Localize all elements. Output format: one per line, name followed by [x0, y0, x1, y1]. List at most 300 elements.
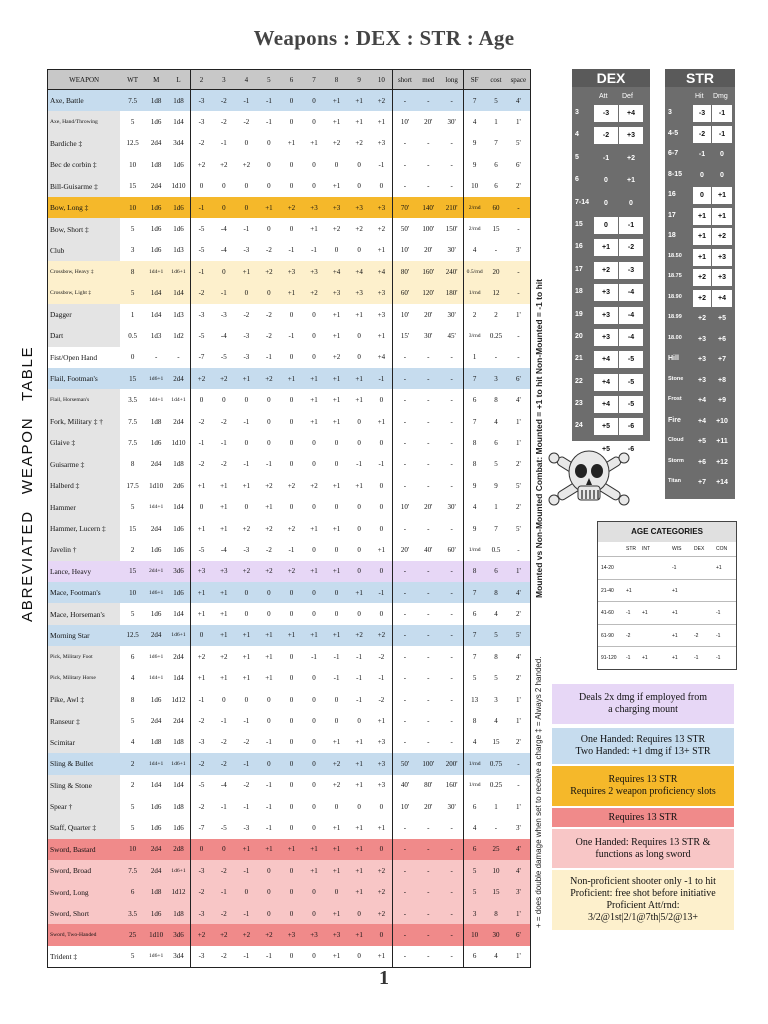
weapon-cell: 0 [303, 347, 326, 368]
age-categories-table [597, 521, 737, 670]
weapon-cell: 1' [507, 903, 531, 924]
dex-row [572, 148, 650, 170]
weapon-cell: +3 [377, 738, 386, 747]
str-row [665, 390, 735, 411]
weapon-cell: 3 [464, 903, 486, 924]
weapon-cell: +1 [332, 823, 341, 832]
weapon-cell: 0 [334, 438, 339, 447]
weapon-cell: 0 [370, 561, 393, 582]
str-row [665, 124, 735, 145]
weapon-cell: 4 [464, 111, 486, 132]
weapon-cell: 6' [507, 924, 531, 945]
weapon-cell: 0 [379, 182, 384, 191]
dex-row [572, 260, 650, 282]
weapon-cell: - [417, 625, 441, 646]
weapon-cell: +1 [242, 481, 251, 490]
weapon-cell: 1d6+1 [145, 368, 168, 389]
weapon-cell: 1d10 [171, 438, 186, 447]
str-row [665, 185, 735, 206]
column-header: 7 [303, 70, 326, 90]
weapon-cell: - [517, 331, 520, 340]
dex-def: -6 [619, 418, 643, 435]
str-score: Cloud [668, 437, 684, 443]
weapon-cell: -1 [333, 652, 340, 661]
weapon-cell: +1 [265, 503, 273, 512]
weapon-cell: -2 [213, 90, 236, 112]
weapon-cell: - [417, 881, 441, 902]
weapon-cell: 2d8 [167, 839, 190, 860]
weapon-cell: 160' [445, 781, 458, 790]
weapon-cell: 1/rnd [464, 539, 486, 560]
str-dmg: +8 [712, 372, 732, 389]
str-dmg: +3 [712, 249, 732, 266]
weapon-cell: - [393, 710, 417, 731]
weapon-cell: 0 [258, 903, 281, 924]
weapon-name: Bow, Long ‡ [48, 197, 121, 218]
weapon-cell: +1 [325, 90, 348, 112]
weapon-cell: +2 [235, 561, 258, 582]
weapon-cell: -5 [213, 347, 236, 368]
note-line: Proficient: free shot before initiative [570, 888, 716, 899]
weapon-cell: - [393, 411, 417, 432]
weapon-name: Ranseur ‡ [48, 710, 121, 731]
weapon-cell: - [393, 603, 417, 624]
weapon-cell: 0 [312, 695, 316, 704]
weapon-cell: 8 [130, 460, 135, 469]
weapon-cell: 6 [494, 160, 498, 169]
weapon-cell: 20' [393, 539, 417, 560]
note-line: One Handed: Requires 13 STR [580, 734, 706, 745]
weapon-cell: 30' [447, 802, 456, 811]
weapon-cell: 0 [312, 503, 316, 512]
weapon-cell: 6' [515, 160, 521, 169]
weapon-cell: 1' [515, 438, 521, 447]
weapon-cell: +1 [265, 674, 273, 683]
weapon-cell: +2 [332, 139, 341, 148]
weapon-cell: +1 [280, 625, 303, 646]
weapon-cell: +3 [377, 139, 386, 148]
weapon-cell: 0 [303, 946, 326, 968]
weapon-cell: +3 [348, 197, 371, 218]
weapon-cell: 9 [494, 481, 498, 490]
note-line: 3/2@1st|2/1@7th|5/2@13+ [587, 912, 699, 923]
weapon-cell: 0 [334, 802, 339, 811]
weapon-cell: +1 [377, 823, 386, 832]
str-score: Fire [668, 416, 681, 424]
str-score: 18.75 [668, 273, 682, 279]
weapon-cell: - [393, 924, 417, 945]
weapon-cell: -1 [333, 674, 340, 683]
weapon-cell: 0 [120, 347, 145, 368]
weapon-name: Trident ‡ [48, 946, 121, 968]
weapon-cell: -2 [190, 283, 213, 304]
weapon-cell: - [417, 924, 441, 945]
weapon-cell: -1 [378, 674, 385, 683]
weapon-cell: - [393, 475, 417, 496]
weapon-cell: +1 [190, 475, 213, 496]
weapon-cell: 1d8 [173, 738, 184, 747]
weapon-cell: 1' [507, 946, 531, 968]
column-header: M [145, 70, 168, 90]
weapon-cell: 0 [334, 460, 339, 469]
weapon-cell: +1 [220, 674, 228, 683]
dex-score: 6 [575, 176, 579, 184]
weapon-cell: +1 [332, 396, 341, 405]
age-con: -1 [716, 610, 721, 617]
weapon-cell: 0 [235, 283, 258, 304]
weapon-name: Pike, Awl ‡ [48, 689, 121, 710]
age-range: 41-60 [601, 610, 614, 617]
dex-row [572, 416, 650, 438]
weapon-cell: 7 [464, 582, 486, 603]
weapon-name: Sword, Bastard [48, 839, 121, 860]
weapon-cell: 1d4+1 [149, 397, 164, 404]
str-dmg: +3 [712, 269, 732, 286]
dex-def: -6 [619, 441, 643, 458]
weapon-cell: +1 [370, 946, 393, 968]
weapon-cell: 1d4+1 [145, 753, 168, 774]
weapon-cell: +2 [370, 90, 393, 112]
note-line: Requires 13 STR [608, 811, 678, 823]
weapon-cell: 45' [447, 331, 456, 340]
weapon-cell: 0 [334, 503, 339, 512]
age-column-header: INT [642, 546, 651, 552]
weapon-cell: - [450, 481, 453, 490]
weapon-cell: 30' [447, 503, 456, 512]
weapon-cell: 1d6 [167, 197, 190, 218]
weapon-cell: +3 [325, 197, 348, 218]
weapon-name: Axe, Hand/Throwing [48, 111, 121, 132]
weapon-cell: - [440, 946, 464, 968]
weapon-cell: - [427, 396, 430, 405]
str-dmg: +11 [712, 433, 732, 450]
skull-crossbones-icon [545, 440, 631, 520]
weapon-cell: +1 [303, 860, 326, 881]
weapon-name: Pick, Military Horse [48, 668, 121, 689]
weapon-cell: - [427, 717, 430, 726]
side-note-mounted: Mounted vs Non-Mounted Combat: Mounted = +1 to hit Non-Mounted = -1 to hit [534, 279, 544, 598]
weapon-cell: - [440, 625, 464, 646]
dex-def: +1 [619, 172, 643, 189]
weapon-cell: 4 [464, 496, 486, 517]
str-dmg: +14 [712, 474, 732, 491]
weapon-name: Sword, Short [48, 903, 121, 924]
weapon-cell: +1 [280, 283, 303, 304]
weapon-cell: 4 [130, 674, 135, 683]
weapon-cell: 1 [130, 310, 135, 319]
str-score: Storm [668, 457, 684, 464]
weapon-cell: 0 [222, 695, 226, 704]
weapon-cell: -1 [288, 545, 295, 554]
weapon-cell: 1d6 [150, 695, 162, 704]
weapon-name: Javelin † [48, 539, 121, 560]
weapon-row [48, 710, 531, 731]
weapon-cell: -3 [190, 90, 213, 112]
weapon-cell: - [393, 689, 417, 710]
weapon-cell: 0 [312, 438, 316, 447]
dex-def: -5 [619, 396, 643, 413]
str-dmg: -1 [712, 105, 732, 122]
weapon-cell: +1 [190, 582, 213, 603]
weapon-cell: +2 [235, 924, 258, 945]
weapon-cell: - [450, 417, 453, 426]
weapon-cell: 1d8 [173, 802, 184, 811]
weapon-cell: 70' [393, 197, 417, 218]
weapon-cell: -1 [190, 261, 213, 282]
weapon-cell: 2d4 [145, 860, 168, 881]
weapon-cell: 0 [379, 396, 384, 405]
weapon-cell: - [393, 646, 417, 667]
weapon-cell: 3d4 [167, 946, 190, 968]
weapon-cell: 0 [379, 438, 384, 447]
weapon-cell: 1d4 [173, 503, 184, 512]
weapon-cell: - [427, 460, 430, 469]
weapon-cell: - [440, 582, 464, 603]
weapon-cell: 15 [485, 881, 507, 902]
weapon-cell: 5' [507, 625, 531, 646]
weapon-cell: 1/rnd [464, 283, 486, 304]
weapon-cell: -4 [220, 246, 227, 255]
str-row [665, 411, 735, 432]
weapon-cell: 8 [485, 582, 507, 603]
weapon-cell: - [145, 347, 168, 368]
weapon-cell: 5 [485, 90, 507, 112]
str-row [665, 144, 735, 165]
weapon-row [48, 218, 531, 239]
weapon-row [48, 839, 531, 860]
weapon-cell: -1 [265, 460, 272, 469]
weapon-cell: -1 [265, 738, 272, 747]
weapon-cell: 1' [515, 717, 521, 726]
weapon-cell: 1' [515, 417, 521, 426]
weapon-cell: 1' [515, 802, 521, 811]
weapon-cell: 3.5 [120, 903, 145, 924]
weapon-cell: -1 [243, 717, 250, 726]
note-line: Non-proficient shooter only -1 to hit [570, 876, 716, 887]
age-wis: +1 [672, 610, 678, 617]
weapon-cell: 20' [424, 503, 433, 512]
weapon-cell: -1 [190, 689, 213, 710]
weapon-cell: +2 [332, 781, 341, 790]
weapon-cell: +3 [303, 261, 326, 282]
weapon-cell: 5 [130, 823, 135, 832]
weapon-cell: - [517, 225, 520, 234]
weapon-cell: 4' [507, 582, 531, 603]
weapon-cell: -2 [243, 738, 250, 747]
weapon-cell: 0 [312, 738, 316, 747]
weapon-cell: +1 [325, 903, 348, 924]
weapon-cell: 0 [325, 582, 348, 603]
weapon-cell: 6 [464, 389, 486, 410]
weapon-name: Spear † [48, 796, 121, 817]
weapon-cell: 5 [130, 717, 135, 726]
weapon-table-header [48, 70, 531, 90]
weapon-cell: 1d10 [145, 924, 168, 945]
str-dmg: +10 [712, 413, 732, 430]
weapon-cell: - [494, 246, 498, 255]
weapon-cell: +1 [348, 839, 371, 860]
weapon-cell: +3 [325, 924, 348, 945]
str-dmg: 0 [712, 146, 732, 163]
str-score: 18.50 [668, 252, 682, 259]
dex-def: -2 [619, 239, 643, 256]
legend-note [552, 684, 734, 724]
weapon-cell: 2/rnd [464, 218, 486, 239]
weapon-row [48, 197, 531, 218]
weapon-cell: -1 [235, 903, 258, 924]
weapon-name: Hammer, Lucern ‡ [48, 518, 121, 539]
weapon-cell: - [427, 438, 430, 447]
weapon-cell: 7.5 [120, 860, 145, 881]
weapon-cell: +1 [325, 946, 348, 968]
str-score: 18.99 [668, 314, 682, 320]
weapon-cell: 7 [494, 139, 498, 148]
weapon-cell: 1d8 [150, 738, 162, 747]
weapon-cell: 7 [464, 646, 486, 667]
weapon-cell: +1 [377, 545, 386, 554]
dex-score: 17 [575, 265, 583, 273]
weapon-cell: +1 [242, 652, 251, 661]
weapon-cell: -1 [258, 347, 281, 368]
weapon-cell: - [393, 90, 417, 112]
weapon-row [48, 432, 531, 453]
weapon-cell: 25 [485, 839, 507, 860]
weapon-cell: -1 [243, 225, 250, 234]
weapon-cell: 12.5 [120, 625, 145, 646]
weapon-cell: +2 [287, 524, 296, 533]
weapon-cell: -2 [265, 545, 272, 554]
weapon-cell: 4 [464, 732, 486, 753]
weapon-cell: +1 [377, 717, 386, 726]
weapon-cell: -1 [235, 860, 258, 881]
weapon-cell: 6 [464, 946, 486, 968]
weapon-cell: 1' [515, 310, 521, 319]
weapon-cell: 1d4+1 [149, 504, 164, 511]
weapon-cell: 140' [417, 197, 441, 218]
weapon-cell: -1 [220, 802, 227, 811]
weapon-cell: - [450, 139, 453, 148]
weapon-cell: -2 [243, 118, 250, 127]
weapon-cell: +2 [287, 481, 296, 490]
weapon-cell: 3d6 [167, 924, 190, 945]
weapon-cell: +1 [303, 561, 326, 582]
weapon-cell: 0 [190, 389, 213, 410]
weapon-cell: 0 [222, 396, 226, 405]
weapon-cell: 1d6 [150, 823, 162, 832]
weapon-cell: -2 [213, 860, 236, 881]
weapon-cell: 5 [464, 668, 486, 689]
weapon-cell: 20' [424, 118, 433, 127]
weapon-cell: - [167, 347, 190, 368]
weapon-cell: -1 [288, 331, 295, 340]
dex-score: 19 [575, 310, 583, 318]
weapon-cell: +1 [220, 503, 228, 512]
weapon-row [48, 454, 531, 475]
weapon-name: Flail, Footman's [48, 368, 121, 389]
weapon-cell: - [494, 823, 498, 832]
weapon-row [48, 646, 531, 667]
weapon-cell: 4 [464, 240, 486, 261]
weapon-cell: - [417, 839, 441, 860]
column-header: cost [485, 70, 507, 90]
weapon-cell: 0 [334, 610, 339, 619]
weapon-cell: 0 [370, 839, 393, 860]
weapon-cell: 6 [130, 652, 135, 661]
age-column-headers [598, 542, 736, 556]
weapon-cell: 1d4 [173, 781, 184, 790]
weapon-cell: +1 [190, 518, 213, 539]
weapon-cell: +1 [377, 331, 386, 340]
weapon-cell: - [393, 582, 417, 603]
weapon-row [48, 689, 531, 710]
weapon-cell: +1 [303, 839, 326, 860]
weapon-name: Crossbow, Heavy ‡ [48, 261, 121, 282]
str-table [665, 69, 735, 499]
weapon-cell: -7 [190, 817, 213, 838]
column-header: med [417, 70, 441, 90]
dex-score: 23 [575, 400, 583, 408]
weapon-cell: 4 [130, 738, 135, 747]
weapon-cell: -2 [220, 118, 227, 127]
weapon-cell: -1 [243, 802, 250, 811]
str-score: Frost [668, 396, 682, 402]
age-column-header: DEX [694, 546, 705, 552]
weapon-cell: 0 [258, 881, 281, 902]
dex-def: +2 [619, 150, 643, 167]
note-line: Requires 2 weapon proficiency slots [570, 786, 716, 797]
weapon-cell: +2 [280, 197, 303, 218]
weapon-cell: +2 [220, 652, 228, 661]
weapon-cell: - [393, 625, 417, 646]
weapon-row [48, 283, 531, 304]
weapon-cell: 6 [464, 839, 486, 860]
weapon-cell: - [393, 518, 417, 539]
weapon-cell: -2 [213, 753, 236, 774]
weapon-cell: 8 [494, 652, 498, 661]
weapon-cell: 40' [393, 775, 417, 796]
weapon-cell: 1d6 [173, 160, 184, 169]
weapon-cell: -1 [265, 118, 272, 127]
weapon-cell: 0 [348, 946, 371, 968]
weapon-cell: 2d4 [150, 139, 162, 148]
weapon-cell: 4 [485, 946, 507, 968]
weapon-cell: 100' [422, 225, 435, 234]
weapon-cell: +3 [325, 283, 348, 304]
weapon-cell: +1 [355, 118, 363, 127]
weapon-name: Pick, Military Foot [48, 646, 121, 667]
weapon-cell: - [427, 610, 430, 619]
weapon-cell: 1d8 [145, 881, 168, 902]
weapon-cell: 0 [357, 524, 361, 533]
weapon-cell: 0 [267, 417, 271, 426]
weapon-row [48, 475, 531, 496]
weapon-row [48, 518, 531, 539]
weapon-cell: 100' [417, 753, 441, 774]
weapon-cell: -4 [220, 781, 227, 790]
weapon-cell: +1 [332, 417, 341, 426]
weapon-cell: 25 [120, 924, 145, 945]
weapon-cell: 2d4 [173, 652, 184, 661]
weapon-cell: -4 [220, 331, 227, 340]
weapon-cell: +4 [370, 347, 393, 368]
weapon-cell: 0 [244, 438, 249, 447]
weapon-cell: 60' [393, 283, 417, 304]
weapon-cell: 0 [312, 460, 316, 469]
weapon-name: Bec de corbin ‡ [48, 154, 121, 175]
weapon-cell: 2' [515, 460, 521, 469]
age-column-header: CON [716, 546, 728, 552]
weapon-cell: 15 [120, 561, 145, 582]
